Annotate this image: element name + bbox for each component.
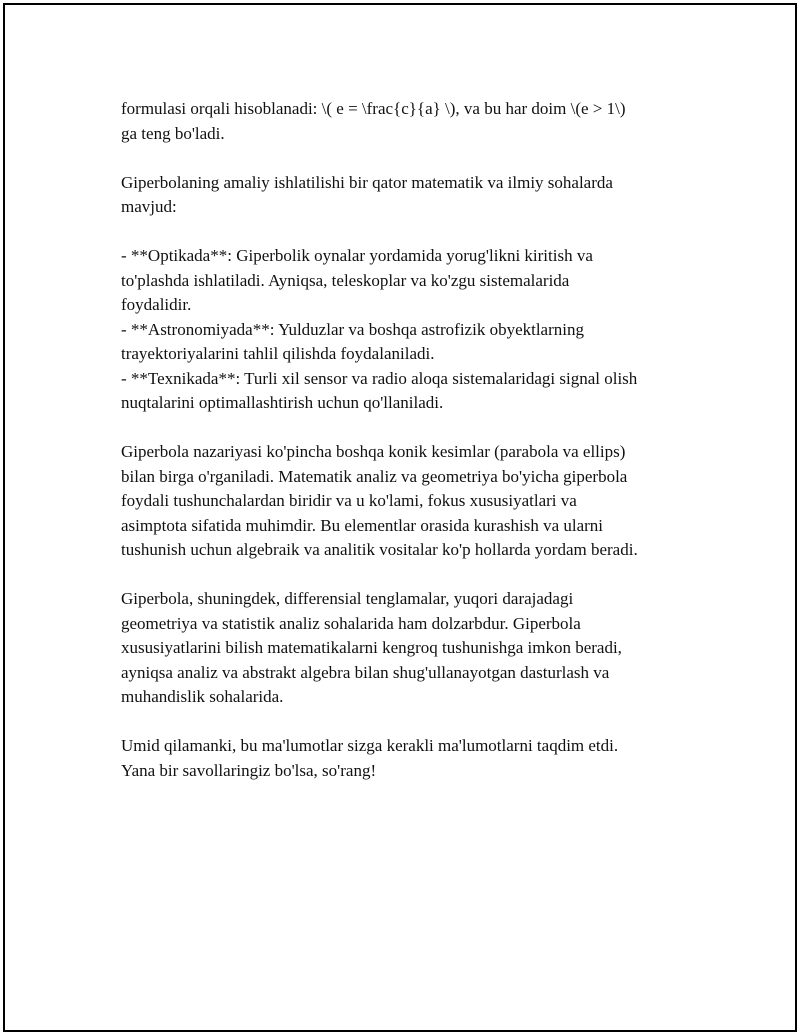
paragraph-theory: [121, 440, 696, 563]
text-line: Giperbolaning amaliy ishlatilishi bir qator matematik va ilmiy sohalarda: [121, 172, 613, 192]
text-line: tushunish uchun algebraik va analitik vositalar ko'p hollarda yordam beradi.: [121, 540, 638, 559]
list-item-line: - **Texnikada**: Turli xil sensor va radio aloqa sistemalaridagi signal olish: [121, 368, 638, 388]
paragraph-formula: [121, 97, 696, 146]
list-item-line: to'plashda ishlatiladi. Ayniqsa, teleskoplar va ko'zgu sistemalarida: [121, 270, 570, 290]
list-item-line: - **Optikada**: Giperbolik oynalar yordamida yorug'likni kiritish va: [121, 246, 593, 265]
list-item-line: nuqtalarini optimallashtirish uchun qo'llaniladi.: [121, 393, 444, 412]
list-item-line: trayektoriyalarini tahlil qilishda foydalaniladi.: [121, 344, 435, 363]
list-item-line: - **Astronomiyada**: Yulduzlar va boshqa astrofizik obyektlarning: [121, 319, 584, 339]
text-line: bilan birga o'rganiladi. Matematik analiz va geometriya bo'yicha giperbola: [121, 466, 628, 486]
paragraph-closing: [121, 734, 696, 783]
text-line: ayniqsa analiz va abstrakt algebra bilan shug'ullanayotgan dasturlash va: [121, 662, 610, 682]
text-line: formulasi orqali hisoblanadi: \( e = \frac{c}{a} \), va bu har doim \(e > 1\): [121, 99, 626, 118]
text-line: Giperbola nazariyasi ko'pincha boshqa konik kesimlar (parabola va ellips): [121, 442, 626, 461]
text-line: Yana bir savollaringiz bo'lsa, so'rang!: [121, 760, 377, 780]
text-line: ga teng bo'ladi.: [121, 123, 225, 143]
text-line: xususiyatlarini bilish matematikalarni kengroq tushunishga imkon beradi,: [121, 638, 622, 657]
document-body: [121, 97, 696, 808]
text-line: asimptota sifatida muhimdir. Bu elementlar orasida kurashish va ularni: [121, 515, 604, 535]
text-line: Umid qilamanki, bu ma'lumotlar sizga kerakli ma'lumotlarni taqdim etdi.: [121, 736, 619, 755]
text-line: foydali tushunchalardan biridir va u ko'lami, fokus xususiyatlari va: [121, 491, 577, 510]
text-line: muhandislik sohalarida.: [121, 687, 284, 706]
list-item-line: foydalidir.: [121, 295, 192, 314]
text-line: geometriya va statistik analiz sohalarida ham dolzarbdur. Giperbola: [121, 613, 581, 633]
paragraph-applications-intro: [121, 171, 696, 220]
paragraph-applications-list: [121, 244, 696, 416]
document-page: [3, 3, 797, 1032]
text-line: Giperbola, shuningdek, differensial tenglamalar, yuqori darajadagi: [121, 589, 574, 608]
paragraph-relevance: [121, 587, 696, 710]
text-line: mavjud:: [121, 197, 177, 216]
